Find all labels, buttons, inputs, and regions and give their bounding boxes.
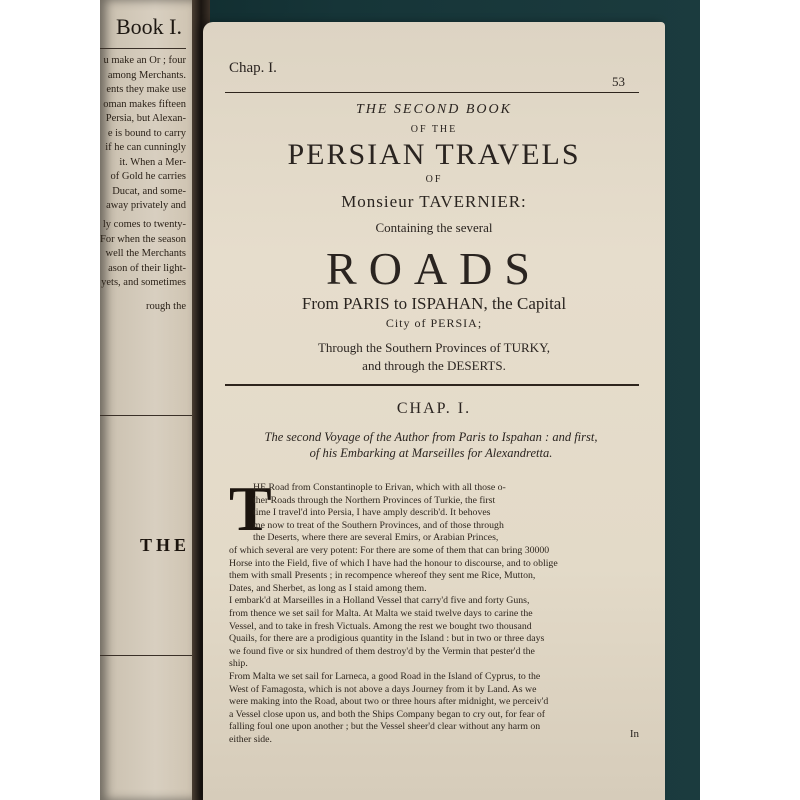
body-line: HE Road from Constantinople to Erivan, which with all those o- bbox=[253, 482, 506, 493]
body-line: time I travel'd into Persia, I have amply describ'd. It behoves bbox=[253, 507, 491, 519]
left-page bbox=[100, 0, 192, 800]
left-page-line: if he can cunningly bbox=[105, 142, 186, 153]
title-line-4: OF bbox=[425, 174, 443, 185]
left-page-fragment: THE bbox=[140, 535, 191, 555]
left-page-line: oman makes fifteen bbox=[103, 98, 186, 110]
body-line: Quails, for there are a prodigious quantity in the Island : but in two or three days bbox=[229, 633, 545, 645]
body-line: the Deserts, where there are several Emirs, or Arabian Princes, bbox=[253, 532, 499, 544]
left-page-rule-bottom bbox=[100, 655, 192, 656]
title-line-7: ROADS bbox=[326, 243, 542, 294]
body-line: ship. bbox=[229, 658, 248, 670]
left-page-line: For when the season bbox=[100, 233, 186, 245]
body-line: a Vessel close upon us, and both the Ships Company began to cry out, for fear of bbox=[229, 708, 545, 720]
running-head: Chap. I. bbox=[229, 60, 277, 76]
body-line: we found five or six hundred of them destroy'd by the Vermin that pester'd the bbox=[229, 645, 535, 657]
left-page-line: yets, and sometimes bbox=[101, 277, 186, 288]
body-line: of which several are very potent: For there are some of them that can bring 30000 bbox=[229, 545, 550, 556]
title-line-1: THE SECOND BOOK bbox=[355, 102, 512, 117]
body-line: West of Famagosta, which is not above a days Journey from it by Land. As we bbox=[229, 683, 537, 695]
left-page-line: ason of their light- bbox=[108, 262, 186, 274]
body-line: Vessel, and to take in fresh Victuals. Among the rest we bought two thousand bbox=[229, 620, 532, 632]
chapter-subtitle-2: of his Embarking at Marseilles for Alexandretta. bbox=[309, 446, 553, 460]
body-line: were making into the Road, about two or three hours after midnight, we perceiv'd bbox=[229, 696, 549, 708]
title-line-2: OF THE bbox=[410, 124, 458, 135]
left-page-rule-lower bbox=[100, 415, 192, 416]
body-line: me now to treat of the Southern Provinces, and of those through bbox=[253, 519, 504, 531]
left-page-line: Persia, but Alexan- bbox=[105, 113, 186, 124]
title-line-6: Containing the several bbox=[375, 220, 493, 235]
body-line: falling foul one upon another ; but the Vessel sheer'd clear without any harm on bbox=[229, 721, 541, 733]
left-page-line: it. When a Mer- bbox=[119, 156, 186, 168]
left-page-line: rough the bbox=[146, 301, 186, 312]
body-line: them with small Presents ; in recompence whereof they sent me Rice, Mutton, bbox=[229, 570, 536, 582]
body-line: ther Roads through the Northern Provinces of Turkie, the first bbox=[253, 494, 496, 506]
left-page-line: well the Merchants bbox=[105, 248, 186, 259]
title-line-10: Through the Southern Provinces of TURKY, bbox=[317, 340, 551, 355]
title-line-11: and through the DESERTS. bbox=[362, 358, 506, 373]
book-photo bbox=[100, 0, 700, 800]
left-page-header: Book I. bbox=[116, 14, 182, 39]
left-page-line: away privately and bbox=[106, 200, 186, 211]
body-line: from thence we set sail for Malta. At Malta we staid twelve days to carine the bbox=[229, 608, 533, 619]
body-line: I embark'd at Marseilles in a Holland Vessel that carry'd five and forty Guns, bbox=[229, 595, 530, 607]
title-line-3: PERSIAN TRAVELS bbox=[287, 138, 581, 171]
left-page-line: among Merchants. bbox=[107, 69, 186, 81]
left-page-line: ly comes to twenty- bbox=[102, 219, 186, 230]
left-page-line: ents they make use bbox=[106, 84, 186, 95]
title-rule bbox=[225, 384, 639, 386]
body-line: Horse into the Field, five of which I have had the honour to discourse, and to oblige bbox=[229, 557, 558, 569]
left-page-line: Ducat, and some- bbox=[112, 185, 186, 197]
body-line: either side. bbox=[229, 734, 272, 745]
body-line: From Malta we set sail for Larneca, a good Road in the Island of Cyprus, to the bbox=[229, 671, 541, 682]
drop-cap: T bbox=[229, 473, 272, 544]
left-page-rule bbox=[100, 48, 186, 49]
left-page-line: e is bound to carry bbox=[107, 127, 186, 139]
page-number: 53 bbox=[612, 74, 625, 89]
title-line-5: Monsieur TAVERNIER: bbox=[341, 192, 527, 211]
left-page-line: u make an Or ; four bbox=[103, 55, 186, 66]
catchword: In bbox=[629, 728, 639, 740]
left-page-line: of Gold he carries bbox=[110, 171, 186, 182]
right-page bbox=[203, 22, 665, 800]
chapter-subtitle-1: The second Voyage of the Author from Paris to Ispahan : and first, bbox=[264, 430, 598, 444]
title-line-8: From PARIS to ISPAHAN, the Capital bbox=[301, 294, 567, 313]
header-rule bbox=[225, 92, 639, 93]
chapter-heading: CHAP. I. bbox=[396, 400, 472, 417]
body-line: Dates, and Sherbet, as long as I staid among them. bbox=[229, 582, 427, 594]
title-line-9: City of PERSIA; bbox=[385, 316, 483, 330]
